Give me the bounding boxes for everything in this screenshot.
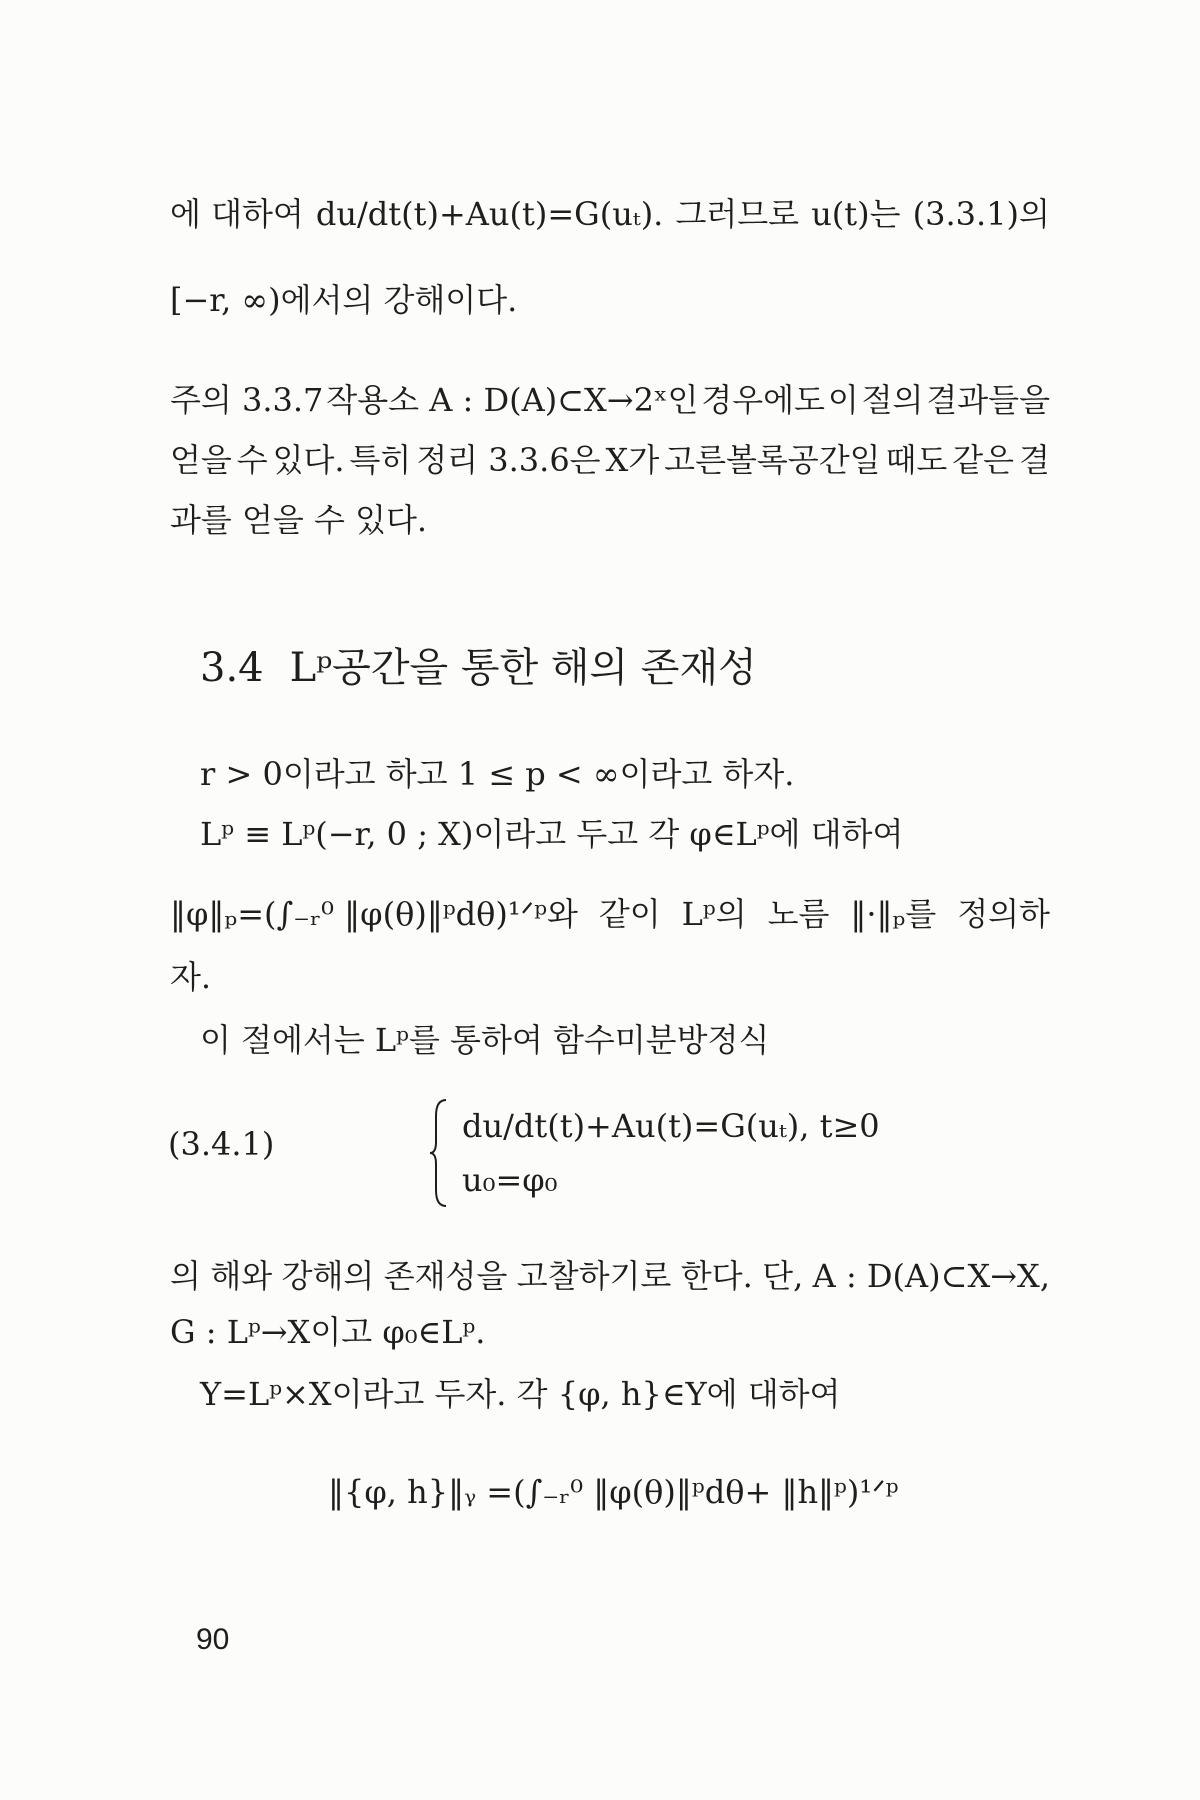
text-word: 절의 [861, 381, 924, 419]
norm-formula: ‖φ‖ₚ=(∫₋ᵣ⁰ ‖φ(θ)‖ᵖdθ)¹ᐟᵖ와 [170, 895, 578, 933]
inline-equation: du/dt(t)+Au(t)=G(uₜ). [315, 195, 664, 233]
text-word: 한다. [680, 1257, 753, 1295]
text-word: 작용소 A : D(A)⊂X→2ˣ인 [326, 381, 699, 419]
text-word: 단, [762, 1257, 804, 1295]
equation-row-1: du/dt(t)+Au(t)=G(uₜ), t≥0 [462, 1107, 880, 1145]
remark-line-2 [170, 438, 1050, 482]
text-word: A : D(A)⊂X→X, [812, 1257, 1050, 1295]
text-word: Lᵖ의 [681, 895, 747, 933]
text-word: 수 [236, 441, 268, 479]
text-word: 결 [1018, 441, 1050, 479]
equation-row-2: u₀=φ₀ [462, 1161, 558, 1199]
text-word: 강해의 [281, 1257, 375, 1295]
page-number: 90 [196, 1623, 230, 1656]
remark-line-3: 과를 얻을 수 있다. [170, 501, 428, 539]
text-word: 고른볼록공간일 [664, 441, 881, 479]
text-word: 존재성을 [383, 1257, 508, 1295]
text-word: 특히 [349, 441, 412, 479]
text-line-1 [170, 192, 1050, 236]
text-word: 이 [827, 381, 859, 419]
text-word: u(t)는 [811, 195, 901, 233]
norm-definition-line [170, 892, 1050, 936]
text-word: 같이 [598, 895, 661, 933]
text-word: 경우에도 [701, 381, 825, 419]
section-number: 3.4 [200, 645, 264, 691]
text-word: 같은 [952, 441, 1015, 479]
paragraph-line: 이 절에서는 Lᵖ를 통하여 함수미분방정식 [200, 1021, 770, 1059]
text-word: 얻을 [170, 441, 232, 479]
paragraph-line: Lᵖ ≡ Lᵖ(−r, 0 ; X)이라고 두고 각 φ∈Lᵖ에 대하여 [200, 815, 904, 853]
paragraph-line: G : Lᵖ→X이고 φ₀∈Lᵖ. [170, 1313, 486, 1351]
remark-line-1 [170, 378, 1050, 422]
text-word: 정리 3.3.6은 [416, 441, 601, 479]
text-word: 해와 [210, 1257, 273, 1295]
norm-Y-formula: ‖{φ, h}‖ᵧ =(∫₋ᵣ⁰ ‖φ(θ)‖ᵖdθ+ ‖h‖ᵖ)¹ᐟᵖ [328, 1473, 899, 1511]
text-word: 있다. [272, 441, 345, 479]
text-word: X가 [605, 441, 660, 479]
text-word: 때도 [885, 441, 948, 479]
paragraph-line [170, 1254, 1050, 1298]
remark-label: 주의 3.3.7 [170, 381, 324, 419]
text-word: 에 대하여 [170, 195, 304, 233]
section-title: Lᵖ공간을 통한 해의 존재성 [289, 645, 757, 691]
left-brace [428, 1098, 450, 1208]
text-word: ‖·‖ₚ를 [850, 895, 937, 933]
text-word: 그러므로 [675, 195, 800, 233]
paragraph-line: Y=Lᵖ×X이라고 두자. 각 {φ, h}∈Y에 대하여 [200, 1375, 841, 1413]
equation-label: (3.4.1) [168, 1125, 275, 1163]
text-line-2: [−r, ∞)에서의 강해이다. [170, 281, 518, 319]
section-heading [200, 642, 757, 694]
text-word: 결과들을 [926, 381, 1050, 419]
paragraph-line: 자. [170, 958, 212, 996]
text-word: 정의하 [957, 895, 1050, 933]
text-word: 노름 [767, 895, 830, 933]
text-word: 고찰하기로 [516, 1257, 672, 1295]
text-word: (3.3.1)의 [912, 195, 1050, 233]
text-word: 의 [170, 1257, 201, 1295]
paragraph-line: r > 0이라고 하고 1 ≤ p < ∞이라고 하자. [200, 755, 795, 793]
